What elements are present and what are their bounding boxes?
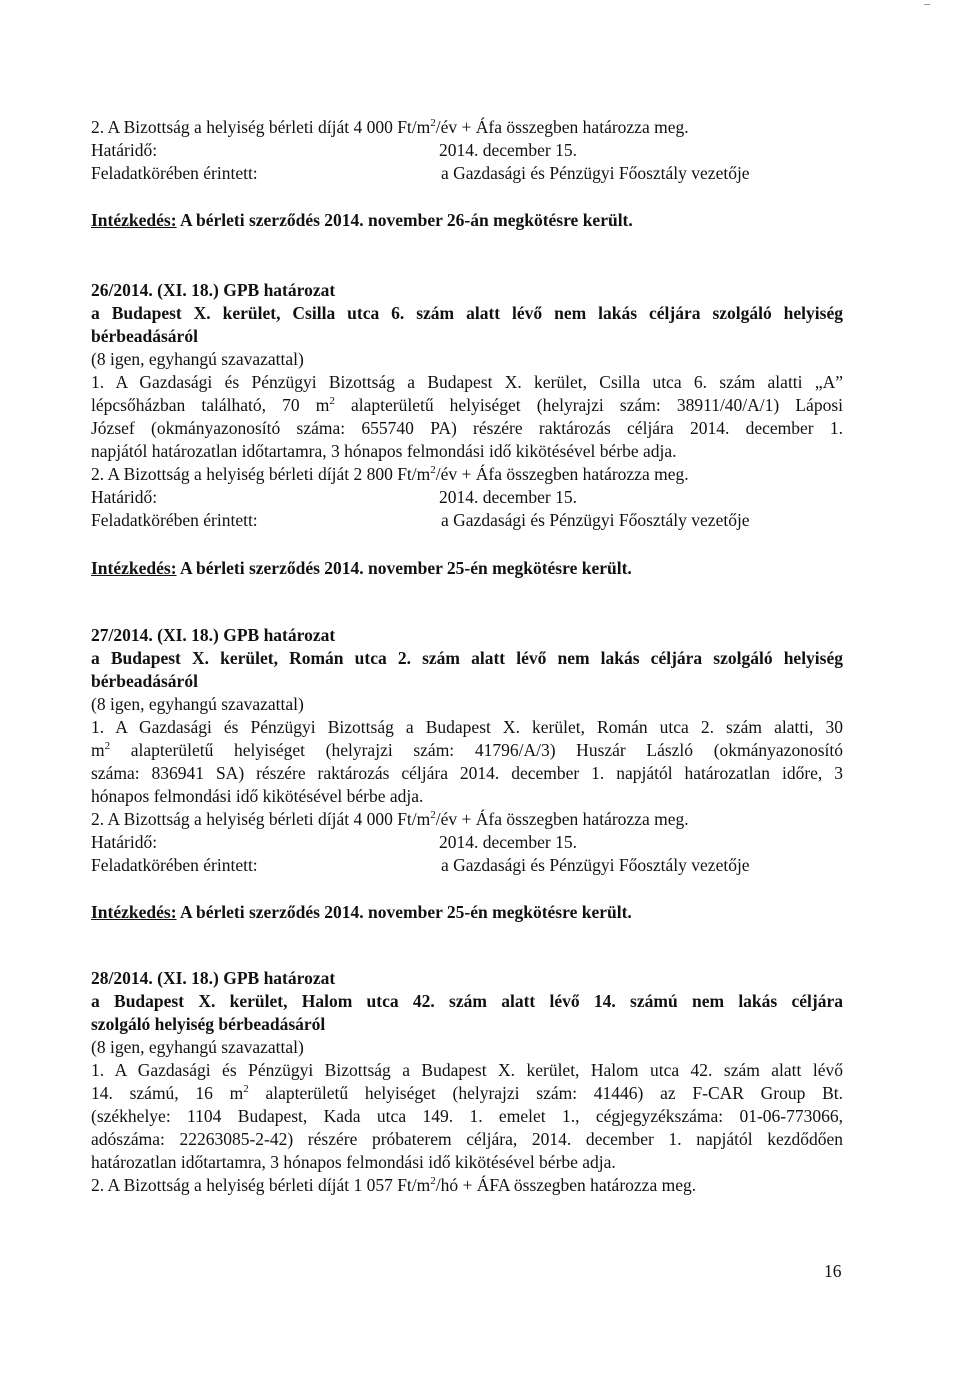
responsible-line: Feladatkörében érintett: a Gazdasági és Pénzügyi Főosztály vezetője bbox=[91, 163, 750, 183]
vote-line: (8 igen, egyhangú szavazattal) bbox=[91, 1037, 304, 1057]
resolution-title: a Budapest X. kerület, Csilla utca 6. szám alatt lévő nem lakás céljára szolgáló helyiség bbox=[91, 303, 843, 323]
body-line: (székhelye: 1104 Budapest, Kada utca 149. 1. emelet 1., cégjegyzékszáma: 01-06-773066, bbox=[91, 1106, 843, 1126]
body-line: adószáma: 22263085-2-42) részére próbaterem céljára, 2014. december 1. napjától kezdődően bbox=[91, 1129, 843, 1149]
resolution-title: a Budapest X. kerület, Halom utca 42. szám alatt lévő 14. számú nem lakás céljára bbox=[91, 991, 843, 1011]
resolution-heading: 27/2014. (XI. 18.) GPB határozat bbox=[91, 625, 336, 645]
body-line: $m^2$ alapterületű helyiséget (helyrajzi szám: 41796/A/3) Huszár László (okmányazonosító bbox=[91, 740, 843, 760]
fee-line: 2. A Bizottság a helyiség bérleti díját 4 000 $Ft/m^2/év$ + Áfa összegben határozza meg. bbox=[91, 117, 689, 137]
resolution-title-cont: bérbeadásáról bbox=[91, 326, 198, 346]
fee-line: 2. A Bizottság a helyiség bérleti díját 1 057 $Ft/m^2/hó$ + ÁFA összegben határozza meg. bbox=[91, 1175, 697, 1195]
body-line: 14. számú, 16 $m^2$ alapterületű helyiséget (helyrajzi szám: 41446) az F-CAR Group Bt. bbox=[91, 1083, 844, 1103]
deadline-line: Határidő: 2014. december 15. bbox=[91, 487, 578, 507]
action-line: Intézkedés: A bérleti szerződés 2014. november 25-én megkötésre került. bbox=[91, 902, 632, 922]
vote-line: (8 igen, egyhangú szavazattal) bbox=[91, 349, 304, 369]
resolution-heading: 28/2014. (XI. 18.) GPB határozat bbox=[91, 968, 336, 988]
resolution-title-cont: szolgáló helyiség bérbeadásáról bbox=[91, 1014, 326, 1034]
responsible-line: Feladatkörében érintett: a Gazdasági és Pénzügyi Főosztály vezetője bbox=[91, 510, 750, 530]
responsible-line: Feladatkörében érintett: a Gazdasági és Pénzügyi Főosztály vezetője bbox=[91, 855, 750, 875]
body-line: lépcsőházban található, 70 $m^2$ alapterületű helyiséget (helyrajzi szám: 38911/40/A/1) Láposi bbox=[91, 395, 843, 415]
resolution-heading: 26/2014. (XI. 18.) GPB határozat bbox=[91, 280, 336, 300]
body-line: napjától határozatlan időtartamra, 3 hónapos felmondási idő kikötésével bérbe adja. bbox=[91, 441, 677, 461]
resolution-title-cont: bérbeadásáról bbox=[91, 671, 198, 691]
deadline-line: Határidő: 2014. december 15. bbox=[91, 140, 578, 160]
body-line: József (okmányazonosító száma: 655740 PA) részére raktározás céljára 2014. december 1. bbox=[91, 418, 843, 438]
body-line: határozatlan időtartamra, 3 hónapos felmondási idő kikötésével bérbe adja. bbox=[91, 1152, 616, 1172]
action-line: Intézkedés: A bérleti szerződés 2014. november 26-án megkötésre került. bbox=[91, 210, 633, 230]
fee-line: 2. A Bizottság a helyiség bérleti díját 2 800 $Ft/m^2/év$ + Áfa összegben határozza meg. bbox=[91, 464, 689, 484]
body-line: 1. A Gazdasági és Pénzügyi Bizottság a Budapest X. kerület, Román utca 2. szám alatti, 30 bbox=[91, 717, 843, 737]
scan-mark bbox=[924, 4, 930, 5]
deadline-line: Határidő: 2014. december 15. bbox=[91, 832, 578, 852]
action-line: Intézkedés: A bérleti szerződés 2014. november 25-én megkötésre került. bbox=[91, 558, 632, 578]
fee-line: 2. A Bizottság a helyiség bérleti díját 4 000 $Ft/m^2/év$ + Áfa összegben határozza meg. bbox=[91, 809, 689, 829]
resolution-title: a Budapest X. kerület, Román utca 2. szám alatt lévő nem lakás céljára szolgáló helyiség bbox=[91, 648, 843, 668]
body-line: 1. A Gazdasági és Pénzügyi Bizottság a Budapest X. kerület, Csilla utca 6. szám alatti „A” bbox=[91, 372, 843, 392]
body-line: száma: 836941 SA) részére raktározás céljára 2014. december 1. napjától határozatlan időre, 3 bbox=[91, 763, 843, 783]
page-number: 16 bbox=[824, 1261, 842, 1281]
body-line: 1. A Gazdasági és Pénzügyi Bizottság a Budapest X. kerület, Halom utca 42. szám alatt lévő bbox=[91, 1060, 843, 1080]
vote-line: (8 igen, egyhangú szavazattal) bbox=[91, 694, 304, 714]
body-line: hónapos felmondási idő kikötésével bérbe adja. bbox=[91, 786, 424, 806]
